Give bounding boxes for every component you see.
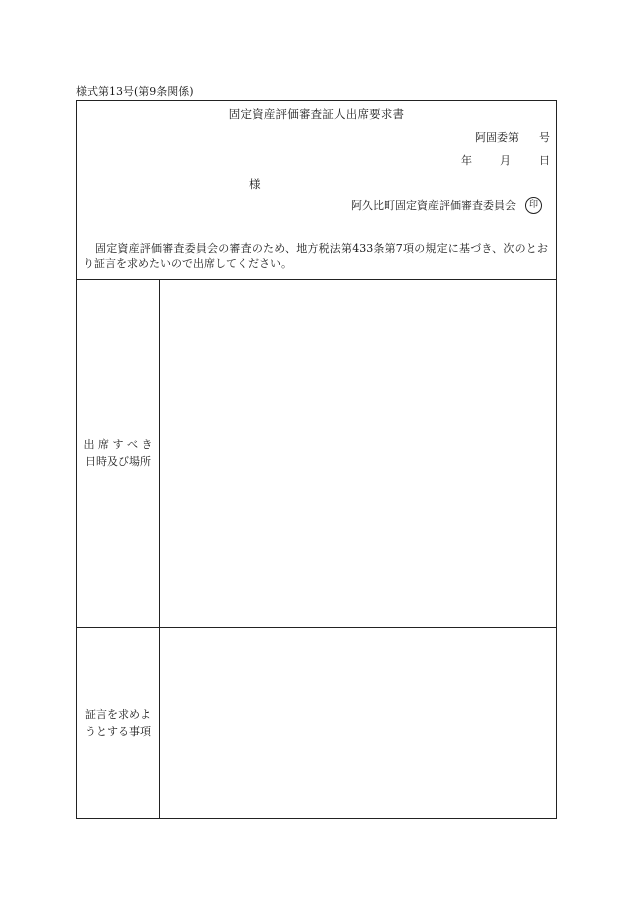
form-title: 固定資産評価審査証人出席要求書 [228, 107, 405, 121]
issue-date [461, 154, 550, 168]
reference-number [475, 131, 550, 145]
seal-stamp: 印 [525, 197, 542, 214]
form-number: 様式第13号(第9条関係) [76, 85, 194, 98]
testimony-label-line1: 証言を求めよ [85, 708, 151, 721]
sender [351, 197, 542, 214]
attendance-label-line1: 出 席 す べ き [83, 438, 153, 451]
testimony-label-line2: うとする事項 [85, 725, 151, 738]
form-header [77, 101, 556, 280]
attendance-label-line2: 日時及び場所 [85, 455, 151, 468]
date-month: 月 [500, 154, 511, 167]
reference-prefix: 阿固委第 [475, 131, 519, 144]
reference-suffix: 号 [539, 131, 550, 144]
date-year: 年 [461, 154, 472, 167]
attendance-value-cell[interactable] [160, 279, 556, 627]
request-form [76, 100, 557, 819]
testimony-matters-row [77, 628, 556, 818]
testimony-label-cell [77, 628, 160, 818]
date-day: 日 [539, 154, 550, 167]
attendance-label [80, 436, 156, 470]
testimony-label [80, 706, 156, 740]
testimony-value-cell[interactable] [160, 628, 556, 818]
addressee: 様 [249, 177, 261, 191]
attendance-datetime-place-row [77, 279, 556, 628]
attendance-label-cell [77, 279, 160, 627]
sender-name: 阿久比町固定資産評価審査委員会 [351, 198, 516, 212]
request-body-text: 固定資産評価審査委員会の審査のため、地方税法第433条第7項の規定に基づき、次のとおり証言を求めたいので出席してください。 [83, 242, 548, 270]
